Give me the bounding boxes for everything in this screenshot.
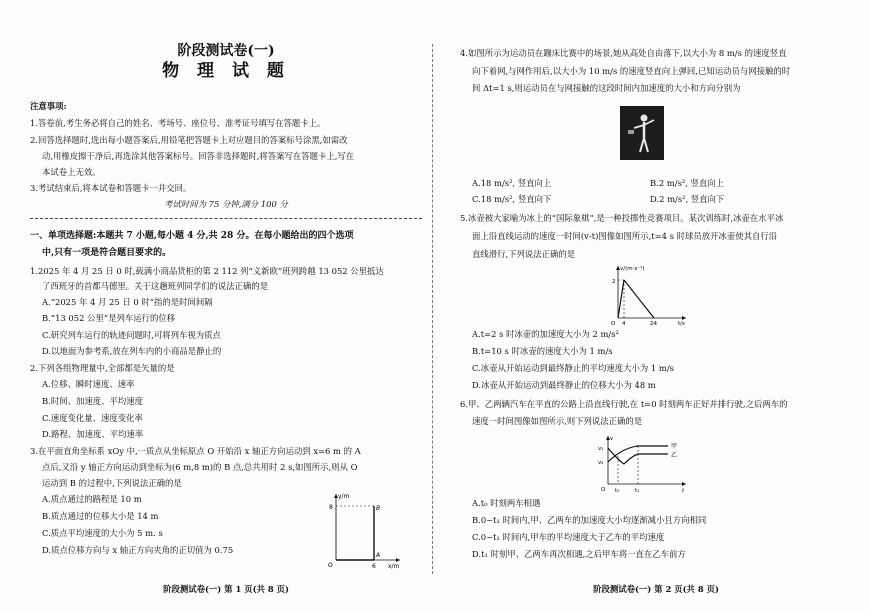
section-heading: 中,只有一项是符合题目要求的。: [42, 248, 172, 258]
notice-heading: 注意事项:: [30, 101, 67, 111]
y-tick: 8: [329, 504, 333, 511]
t0-label: t₀: [615, 488, 620, 494]
page-1: [30, 0, 422, 614]
question-1-option-a: A.“2025 年 4 月 25 日 0 时”指的是时间间隔: [42, 297, 213, 307]
question-3-option-a: A.质点通过的路程是 10 m: [42, 494, 142, 504]
question-6-option-c: C.0~t₁ 时间内,甲车的平均速度大于乙车的平均速度: [472, 532, 665, 542]
notice-line: 3.考试结束后,将本试卷和答题卡一并交回。: [30, 183, 192, 193]
question-1-option-c: C.研究列车运行的轨迹问题时,可将列车视为质点: [42, 330, 221, 340]
question-5-stem: 面上沿直线运动的速度一时间(v-t)图像如图所示,t=4 s 时球员放开冰壶使其自行沿: [472, 231, 778, 241]
x-axis-label: x/m: [388, 563, 400, 570]
question-6-option-a: A.t₀ 时刻两车相遇: [472, 498, 541, 508]
series-yi-label: 乙: [671, 452, 678, 459]
notice-line: 动,用橡皮擦干净后,再选涂其他答案标号。回答非选择题时,将答案写在答题卡上,写在: [42, 151, 355, 161]
x-arrow: [396, 558, 400, 562]
origin-label: O: [611, 321, 616, 326]
section-rule: [30, 218, 422, 219]
question-6-option-b: B.0~t₁ 时间内,甲、乙两车的加速度大小均逐渐减小且方向相同: [472, 515, 707, 525]
t-arrow: [682, 482, 686, 486]
point-a-label: A: [376, 552, 381, 559]
question-6-stem: 6.甲、乙两辆汽车在平直的公路上沿直线行驶,在 t=0 时刻两车正好并排行驶,之后两车的: [460, 399, 788, 409]
question-3-option-b: B.质点通过的位移大小是 14 m: [42, 511, 159, 521]
t-tick-4: 4: [622, 321, 626, 326]
v-axis-label: v: [610, 436, 614, 442]
exam-title: 阶段测试卷(一): [177, 43, 275, 59]
subject-title: 物 理 试 题: [162, 61, 290, 81]
question-6-option-d: D.t₁ 时刻甲、乙两车再次相遇,之后甲车将一直在乙车前方: [472, 549, 686, 559]
v-axis-label: v/(m·s⁻¹): [620, 266, 645, 272]
question-3-option-c: C.质点平均速度的大小为 5 m. s: [42, 528, 163, 538]
question-3-option-d: D.质点位移方向与 x 轴正方向夹角的正切值为 0.75: [42, 545, 234, 555]
notice-line: 本试卷上无效。: [42, 167, 101, 177]
question-2-option-a: A.位移、瞬时速度、速率: [42, 379, 135, 389]
question-5-stem: 直线滑行,下列说法正确的是: [472, 249, 576, 259]
section-heading: 一、单项选择题:本题共 7 小题,每小题 4 分,共 28 分。在每小题给出的四个选项: [30, 231, 354, 241]
question-2-option-c: C.速度变化量、速度变化率: [42, 413, 143, 423]
y-axis-label: y/m: [338, 493, 350, 500]
notice-line: 2.回答选择题时,选出每小题答案后,用铅笔把答题卡上对应题目的答案标号涂黑,如需改: [30, 135, 348, 145]
exam-info: 考试时间为 75 分钟,满分 100 分: [164, 199, 288, 209]
question-1-stem: 1.2025 年 4 月 25 日 0 时,载满小商品货柜的第 2 112 列“义新欧”班列跨越 13 052 公里抵达: [30, 266, 384, 276]
question-3-stem: 点后,又沿 y 轴正方向运动到坐标为(6 m,8 m)的 B 点,总共用时 2 s,如图所示,则从 O: [42, 462, 358, 472]
question-2-stem: 2.下列各组物理量中,全部都是矢量的是: [30, 363, 175, 373]
origin-label: O: [601, 487, 606, 493]
question-1-stem: 了西班牙的首都马德里。关于这趟班列同学们的说法正确的是: [42, 281, 269, 291]
question-5-option-c: C.冰壶从开始运动到最终静止的平均速度大小为 1 m/s: [472, 363, 674, 373]
question-5-option-b: B.t=10 s 时冰壶的速度大小为 1 m/s: [472, 346, 613, 356]
x-tick: 6: [372, 563, 376, 570]
point-b-label: B: [376, 505, 381, 512]
accel-line: [618, 280, 624, 318]
v1-label: v₁: [598, 446, 604, 452]
page-footer: 阶段测试卷(一) 第 2 页(共 8 页): [593, 584, 719, 594]
question-5-option-a: A.t=2 s 时冰壶的加速度大小为 2 m/s²: [472, 329, 619, 339]
decel-line: [624, 280, 654, 318]
page-footer: 阶段测试卷(一) 第 1 页(共 8 页): [163, 584, 289, 594]
question-6-stem: 速度一时间图像如图所示,则下列说法正确的是: [472, 416, 643, 426]
question-3-stem: 运动到 B 的过程中,下列说法正确的是: [42, 478, 182, 488]
q3-coordinate-figure: [322, 490, 402, 570]
column-divider: [432, 44, 433, 574]
question-1-option-b: B.“13 052 公里”是列车运行的位移: [42, 313, 176, 323]
q6-vt-graph: [596, 432, 692, 494]
question-4-stem: 间 Δt=1 s,则运动员在与网接触的这段时间内加速度的大小和方向分别为: [472, 83, 741, 93]
v-tick: 2: [612, 279, 616, 285]
t-tick-24: 24: [650, 321, 657, 326]
question-4-option-c: C.18 m/s², 竖直向下: [472, 194, 552, 204]
t-arrow: [682, 316, 686, 320]
question-1-option-d: D.以地面为参考系,放在列车内的小商品是静止的: [42, 346, 222, 356]
question-4-stem: 向下着网,与网作用后,以大小为 10 m/s 的速度竖直向上弹回,已知运动员与网接触的时: [472, 66, 791, 76]
origin-label: O: [328, 562, 333, 569]
question-5-option-d: D.冰壶从开始运动到最终静止的位移大小为 48 m: [472, 380, 656, 390]
t1-label: t₁: [635, 488, 640, 494]
question-5-stem: 5.冰壶被大家喻为冰上的“国际象棋”,是一种投掷性竞赛项目。某次训练时,冰壶在水平冰: [460, 213, 784, 223]
trampoline-photo: [620, 106, 664, 160]
path-rect: [336, 506, 374, 560]
question-4-option-a: A.18 m/s², 竖直向上: [472, 178, 552, 188]
question-3-stem: 3.在平面直角坐标系 xOy 中,一质点从坐标原点 O 开始沿 x 轴正方向运动到 x=6 m 的 A: [30, 446, 361, 456]
question-4-option-d: D.2 m/s², 竖直向下: [650, 194, 725, 204]
athlete-icon: [620, 106, 664, 160]
t-axis-label: t/s: [678, 321, 685, 326]
question-2-option-b: B.时间、加速度、平均速度: [42, 396, 143, 406]
v2-label: v₂: [598, 460, 604, 466]
question-2-option-d: D.路程、加速度、平均速率: [42, 429, 144, 439]
notice-line: 1.答卷前,考生务必将自己的姓名、考场号、座位号、准考证号填写在答题卡上。: [30, 118, 326, 128]
series-jia-label: 甲: [671, 443, 678, 450]
page-2: [460, 0, 852, 614]
t-axis-label: t: [682, 488, 685, 494]
question-4-option-b: B.2 m/s², 竖直向上: [650, 178, 725, 188]
q5-vt-graph: [608, 262, 690, 326]
question-4-stem: 4.如图所示为运动员在蹦床比赛中的场景,她从高处自由落下,以大小为 8 m/s 的速度竖直: [460, 48, 787, 58]
